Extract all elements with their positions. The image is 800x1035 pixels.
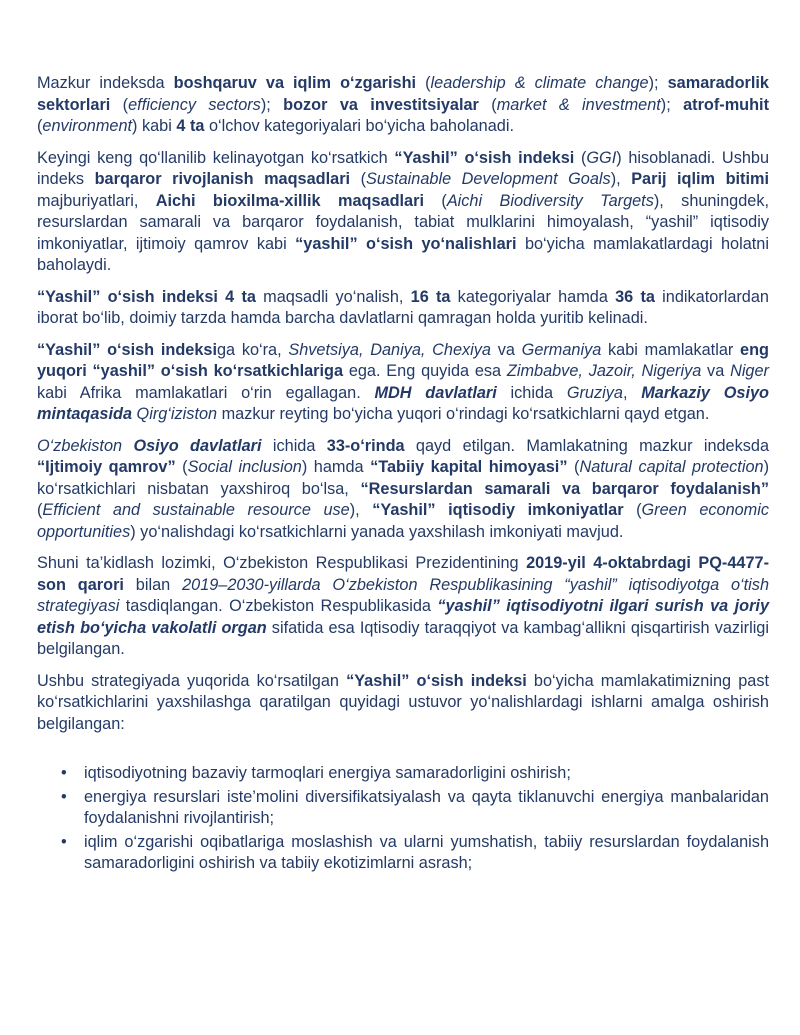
- text-run: Osiyo davlatlari: [133, 436, 262, 455]
- text-run: atrof-muhit: [683, 95, 770, 114]
- text-run: environment: [42, 117, 133, 135]
- text-run: ega. Eng quyida esa: [343, 362, 507, 380]
- text-run: 16 ta: [410, 287, 451, 306]
- text-run: (: [110, 95, 129, 114]
- text-run: (: [574, 148, 587, 167]
- text-run: “Yashil” o‘sish indeksi: [394, 148, 575, 167]
- text-run: O‘zbekiston: [37, 436, 123, 455]
- text-run: Gruziya: [566, 383, 623, 402]
- text-run: sifatida esa Iqtisodiy taraqqiyot va kambag‘allikni qisqartirish vazirligi belgilangan.: [37, 618, 769, 658]
- text-run: 4 ta: [176, 117, 205, 135]
- text-run: ),: [610, 170, 632, 188]
- text-run: ichida: [261, 436, 327, 455]
- text-run: Green economic opportunities: [37, 501, 770, 541]
- text-run: kabi Afrika mamlakatlari o‘rin egallagan.: [37, 383, 375, 402]
- text-run: Shuni ta’kidlash lozimki, O‘zbekiston Respublikasi Prezidentining: [37, 554, 527, 572]
- text-run: ) hamda: [301, 458, 371, 476]
- text-run: (: [37, 117, 43, 135]
- text-run: “Resurslardan samarali va barqaror foydalanish”: [360, 479, 769, 498]
- text-run: Mazkur indeksda: [37, 74, 174, 92]
- text-run: “Tabiiy kapital himoyasi”: [370, 458, 568, 476]
- text-run: );: [260, 95, 284, 114]
- text-run: bo‘yicha mamlakatlardagi holatni baholaydi.: [37, 234, 769, 274]
- text-run: Qirg‘iziston: [136, 405, 218, 423]
- text-run: “Yashil” o‘sish indeksi: [346, 671, 527, 690]
- priority-list: [37, 763, 769, 875]
- text-run: );: [660, 95, 684, 114]
- paragraph: [37, 671, 769, 736]
- text-run: qayd etilgan. Mamlakatning mazkur indeksda: [404, 436, 770, 455]
- text-run: GGI: [586, 148, 617, 167]
- text-run: [374, 384, 496, 402]
- text-run: (: [567, 458, 580, 476]
- text-run: majburiyatlari,: [37, 191, 156, 210]
- list-item-text: energiya resurslari iste’molini diversifikatsiyalash va qayta tiklanuvchi energiya manbalaridan foydalanishni rivojlantirish;: [84, 787, 769, 827]
- list-item-text: iqlim o‘zgarishi oqibatlariga moslashish va ularni yumshatish, tabiiy resurslardan foydalanish samaradorligini oshirish va tabiiy ekotizimlarni asrash;: [84, 832, 769, 872]
- bullet-icon: •: [61, 764, 67, 782]
- text-run: “yashil” o‘sish yo‘nalishlari: [295, 234, 517, 253]
- text-run: ),: [349, 501, 373, 519]
- text-run: 36 ta: [615, 287, 655, 306]
- text-run: 33-o‘rinda: [326, 436, 405, 455]
- text-run: Niger: [730, 362, 769, 380]
- bullet-icon: •: [61, 787, 67, 806]
- text-run: samaradorlik sektorlari: [37, 74, 769, 114]
- text-run: ga ko‘ra,: [216, 340, 289, 359]
- text-run: indikatorlardan iborat bo‘lib, doimiy tarzda hamda barcha davlatlarni qamragan holda yuritib kelinadi.: [37, 287, 769, 327]
- list-item-text: iqtisodiyotning bazaviy tarmoqlari energiya samaradorligini oshirish;: [84, 764, 571, 782]
- text-run: barqaror rivojlanish maqsadlari: [94, 170, 351, 188]
- list-item: [37, 787, 769, 830]
- text-run: bo‘yicha mamlakatimizning past ko‘rsatkichlarini yaxshilashga qaratilgan quyidagi ustuvor yo‘nalishlardagi ishlarni amalga oshirish belgilangan:: [37, 671, 769, 733]
- text-run: Parij iqlim bitimi: [631, 170, 769, 188]
- text-run: ) yo‘nalishdagi ko‘rsatkichlarni yanada yaxshilash imkoniyati mavjud.: [130, 522, 624, 541]
- text-run: kabi mamlakatlar: [601, 340, 741, 359]
- text-run: ) ko‘rsatkichlari nisbatan yaxshiroq bo‘lsa,: [37, 458, 769, 498]
- text-run: mazkur reyting bo‘yicha yuqori o‘rindagi ko‘rsatkichlarni qayd etgan.: [217, 405, 710, 423]
- text-run: “Ijtimoiy qamrov”: [37, 458, 176, 476]
- text-run: tasdiqlangan. O‘zbekiston Respublikasida: [119, 597, 438, 615]
- text-run: [133, 437, 261, 455]
- text-run: “yashil” iqtisodiyotni ilgari surish va joriy etish bo‘yicha vakolatli organ: [37, 597, 769, 637]
- text-run: “Yashil” o‘sish indeksi 4 ta: [37, 287, 256, 306]
- body-text: [37, 73, 769, 735]
- text-run: Social inclusion: [187, 458, 302, 476]
- text-run: (: [623, 501, 642, 519]
- text-run: );: [648, 74, 668, 92]
- paragraph: [37, 340, 769, 426]
- text-run: ichida: [496, 383, 567, 402]
- text-run: maqsadli yo‘nalish,: [255, 287, 411, 306]
- text-run: market & investment: [496, 95, 661, 114]
- text-run: va: [490, 340, 522, 359]
- text-run: kategoriyalar hamda: [450, 287, 616, 306]
- text-run: bozor va investitsiyalar: [283, 95, 479, 114]
- text-run: ) hisoblanadi. Ushbu indeks: [37, 148, 769, 188]
- text-run: 2019-yil 4-oktabrdagi PQ-4477-son qarori: [37, 554, 769, 594]
- text-run: Ushbu strategiyada yuqorida ko‘rsatilgan: [37, 671, 347, 690]
- text-run: (: [175, 458, 188, 476]
- text-run: ) kabi: [132, 117, 177, 135]
- text-run: Natural capital protection: [579, 458, 764, 476]
- text-run: “Yashil” iqtisodiy imkoniyatlar: [372, 501, 624, 519]
- text-run: ), shuningdek, resurslardan samarali va barqaror foydalanish, tabiat mulklarini himoyalash, “yashil” iqtisodiy imkoniyatlar, ijtimoiy qamrov kabi: [37, 191, 769, 253]
- text-run: (: [478, 95, 497, 114]
- text-run: va: [701, 362, 731, 380]
- text-run: boshqaruv va iqlim o‘zgarishi: [173, 74, 417, 92]
- text-run: bilan: [123, 575, 183, 594]
- paragraph: [37, 148, 769, 277]
- text-run: Keyingi keng qo‘llanilib kelinayotgan ko‘rsatkich: [37, 148, 395, 167]
- text-run: o‘lchov kategoriyalari bo‘yicha baholanadi.: [204, 117, 514, 135]
- text-run: “Yashil” o‘sish indeksi: [37, 340, 217, 359]
- text-run: MDH davlatlari: [374, 383, 497, 402]
- list-item: [37, 763, 769, 785]
- text-run: eng yuqori “yashil” o‘sish ko‘rsatkichlariga: [37, 340, 769, 380]
- text-run: ,: [622, 383, 642, 402]
- list-item: [37, 832, 769, 875]
- text-run: (: [37, 501, 43, 519]
- paragraph: [37, 287, 769, 330]
- text-run: Markaziy Osiyo mintaqasida: [37, 383, 769, 423]
- bullet-icon: •: [61, 832, 67, 851]
- text-run: Shvetsiya, Daniya, Chexiya: [288, 340, 491, 359]
- paragraph: [37, 436, 769, 544]
- text-run: [122, 437, 133, 455]
- text-run: (: [416, 74, 431, 92]
- text-run: Sustainable Development Goals: [366, 170, 611, 188]
- text-run: Zimbabve, Jazoir, Nigeriya: [506, 362, 702, 380]
- text-run: leadership & climate change: [430, 74, 649, 92]
- text-run: efficiency sectors: [128, 95, 261, 114]
- text-run: Efficient and sustainable resource use: [42, 501, 350, 519]
- text-run: Aichi bioxilma-xillik maqsadlari: [155, 191, 424, 210]
- text-run: (: [350, 170, 367, 188]
- text-run: (: [423, 191, 447, 210]
- paragraph: [37, 73, 769, 138]
- text-run: Germaniya: [521, 340, 602, 359]
- text-run: 2019–2030-yillarda O‘zbekiston Respublikasining “yashil” iqtisodiyotga o‘tish strategiyasi: [37, 575, 769, 615]
- paragraph: [37, 553, 769, 661]
- text-run: Aichi Biodiversity Targets: [446, 191, 654, 210]
